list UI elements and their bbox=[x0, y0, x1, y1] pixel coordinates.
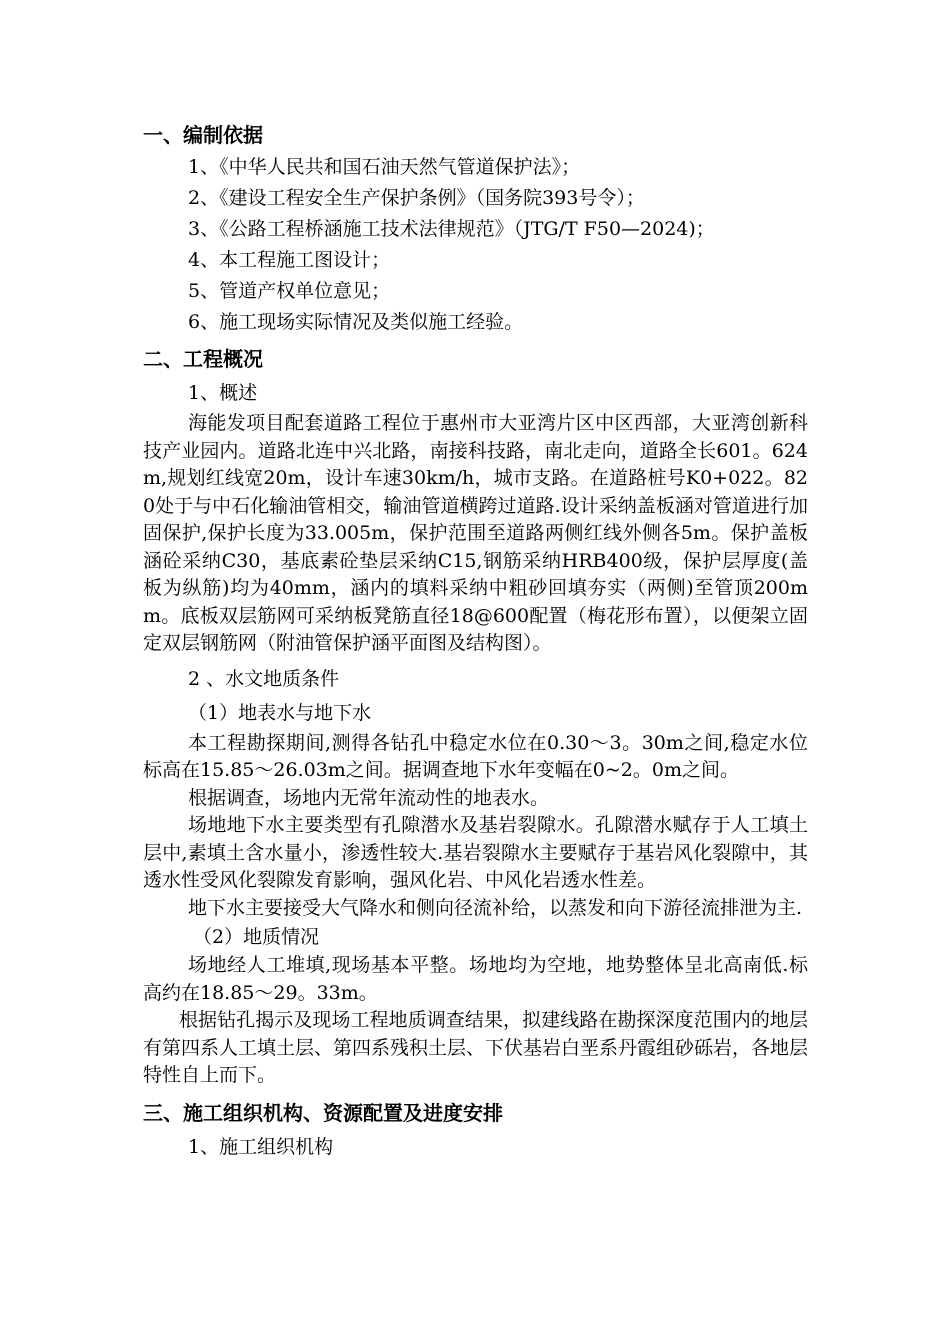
surface-groundwater-subheading: （1）地表水与地下水 bbox=[188, 701, 372, 724]
basis-item-3: 3、《公路工程桥涵施工技术法律规范》（JTG/T F50—2024)； bbox=[188, 218, 715, 240]
geology-paragraph-2: 根据钻孔揭示及现场工程地质调查结果，拟建线路在勘探深度范围内的地层有第四系人工填土层、第四系残积土层、下伏基岩白垩系丹霞组砂砾岩，各地层特性自上而下。 bbox=[143, 1009, 809, 1086]
organization-subheading: 1、施工组织机构 bbox=[188, 1135, 334, 1158]
basis-item-5: 5、管道产权单位意见； bbox=[188, 280, 391, 302]
groundwater-paragraph-2: 根据调查，场地内无常年流动性的地表水。 bbox=[188, 786, 550, 809]
document-page bbox=[143, 118, 808, 1164]
section-1-heading: 一、编制依据 bbox=[143, 123, 263, 147]
section-2-heading: 二、工程概况 bbox=[143, 347, 263, 371]
basis-item-4: 4、本工程施工图设计； bbox=[188, 249, 391, 271]
hydro-geology-subheading: 2 、水文地质条件 bbox=[188, 667, 340, 690]
basis-item-1: 1、《中华人民共和国石油天然气管道保护法》； bbox=[188, 156, 581, 178]
basis-item-6: 6、施工现场实际情况及类似施工经验。 bbox=[188, 311, 524, 333]
overview-paragraph: 海能发项目配套道路工程位于惠州市大亚湾片区中区西部，大亚湾创新科技产业园内。道路北连中兴北路，南接科技路，南北走向，道路全长601。624m,规划红线宽20m，设计车速30km/h，城市支路。在道路桩号K0+022。820处于与中石化输油管相交，输油管道横跨过道路.设计采纳盖板涵对管道进行加固保护,保护长度为33.005m，保护范围至道路两侧红线外侧各5m。保护盖板涵砼采纳C30，基底素砼垫层采纳C15,钢筋采纳HRB400级，保护层厚度(盖板为纵筋)均为40mm，涵内的填料采纳中粗砂回填夯实（两侧)至管顶200mm。底板双层筋网可采纳板凳筋直径18@600配置（梅花形布置），以便架立固定双层钢筋网（附油管保护涵平面图及结构图）。 bbox=[143, 412, 808, 654]
groundwater-paragraph-3: 场地地下水主要类型有孔隙潜水及基岩裂隙水。孔隙潜水赋存于人工填土层中,素填土含水量小，渗透性较大.基岩裂隙水主要赋存于基岩风化裂隙中，其透水性受风化裂隙发育影响，强风化岩、中风化岩透水性差。 bbox=[143, 814, 808, 891]
groundwater-paragraph-4: 地下水主要接受大气降水和侧向径流补给，以蒸发和向下游径流排泄为主. bbox=[188, 896, 803, 919]
geology-paragraph-1: 场地经人工堆填,现场基本平整。场地均为空地，地势整体呈北高南低.标高约在18.85～29。33m。 bbox=[143, 954, 808, 1004]
overview-subheading: 1、概述 bbox=[188, 382, 258, 404]
geology-subheading: （2）地质情况 bbox=[193, 926, 320, 948]
basis-item-2: 2、《建设工程安全生产保护条例》（国务院393号令）； bbox=[188, 187, 645, 209]
groundwater-paragraph-1: 本工程勘探期间,测得各钻孔中稳定水位在0.30～3。30m之间,稳定水位标高在15.85～26.03m之间。据调查地下水年变幅在0~2。0m之间。 bbox=[143, 731, 808, 781]
section-3-heading: 三、施工组织机构、资源配置及进度安排 bbox=[143, 1100, 503, 1125]
